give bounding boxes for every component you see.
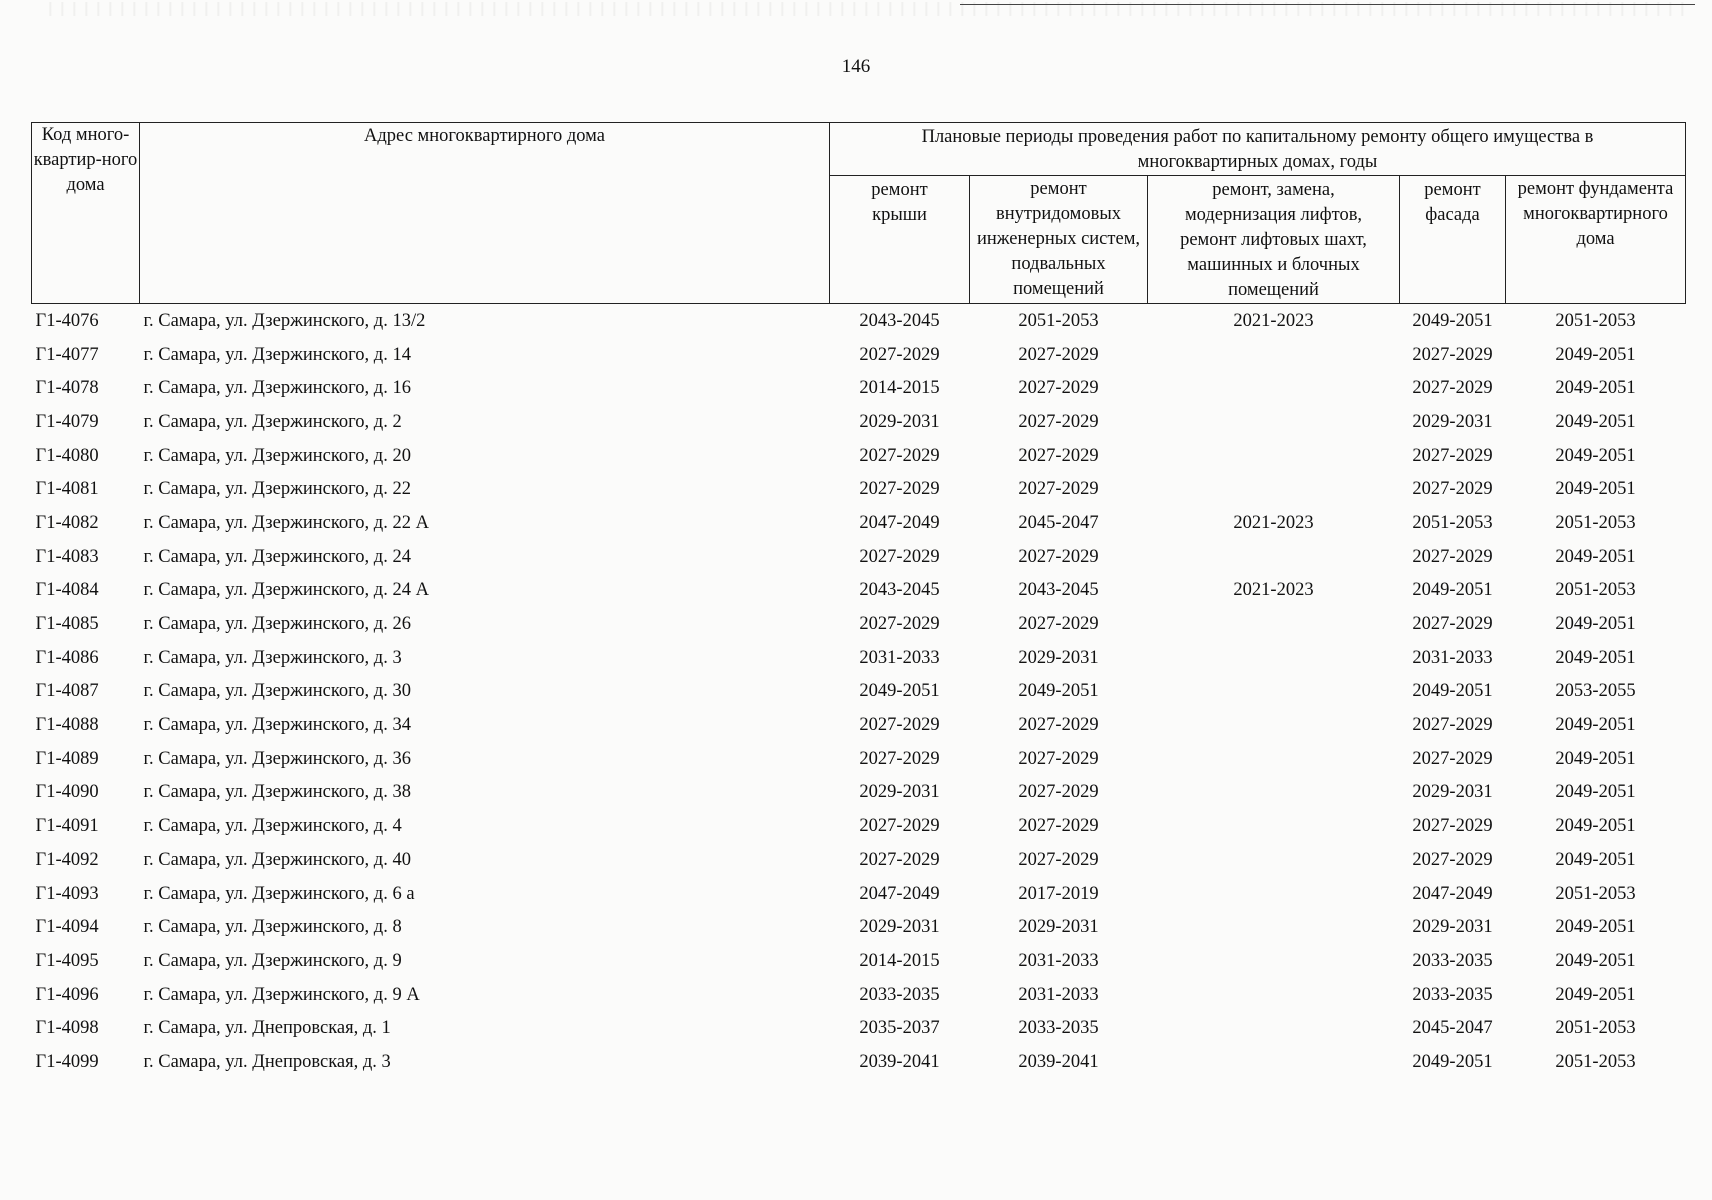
cell-elevators — [1148, 776, 1400, 810]
cell-elevators — [1148, 708, 1400, 742]
cell-facade: 2027-2029 — [1412, 715, 1493, 736]
cell-roof: 2014-2015 — [859, 950, 940, 971]
cell-code: Г1-4090 — [35, 782, 99, 803]
cell-elevators — [1148, 843, 1400, 877]
cell-address: г. Самара, ул. Дзержинского, д. 9 — [143, 950, 402, 971]
table-row — [32, 809, 1686, 843]
repair-schedule-table — [31, 122, 1686, 1079]
table-row — [32, 405, 1686, 439]
cell-elevators — [1148, 439, 1400, 473]
cell-foundation: 2051-2053 — [1555, 1051, 1636, 1072]
cell-engineering: 2033-2035 — [1018, 1018, 1099, 1039]
table-row — [32, 978, 1686, 1012]
cell-engineering: 2051-2053 — [1018, 310, 1099, 331]
cell-facade: 2027-2029 — [1412, 748, 1493, 769]
cell-roof: 2047-2049 — [859, 512, 940, 533]
cell-foundation: 2051-2053 — [1555, 580, 1636, 601]
cell-engineering: 2029-2031 — [1018, 917, 1099, 938]
cell-facade: 2049-2051 — [1412, 1051, 1493, 1072]
cell-code: Г1-4093 — [35, 883, 99, 904]
cell-facade: 2049-2051 — [1412, 681, 1493, 702]
table-row — [32, 1011, 1686, 1045]
cell-address: г. Самара, ул. Дзержинского, д. 26 — [143, 614, 411, 635]
cell-foundation: 2049-2051 — [1555, 782, 1636, 803]
cell-engineering: 2027-2029 — [1018, 546, 1099, 567]
cell-foundation: 2049-2051 — [1555, 748, 1636, 769]
cell-facade: 2049-2051 — [1412, 310, 1493, 331]
cell-code: Г1-4076 — [35, 310, 99, 331]
cell-address: г. Самара, ул. Дзержинского, д. 3 — [143, 647, 402, 668]
table-row — [32, 742, 1686, 776]
cell-elevators — [1148, 472, 1400, 506]
cell-engineering: 2045-2047 — [1018, 512, 1099, 533]
cell-facade: 2027-2029 — [1412, 816, 1493, 837]
cell-elevators — [1148, 540, 1400, 574]
cell-code: Г1-4091 — [35, 816, 99, 837]
cell-code: Г1-4087 — [35, 681, 99, 702]
cell-engineering: 2027-2029 — [1018, 782, 1099, 803]
cell-code: Г1-4098 — [35, 1018, 99, 1039]
table-row — [32, 843, 1686, 877]
cell-address: г. Самара, ул. Дзержинского, д. 38 — [143, 782, 411, 803]
cell-roof: 2027-2029 — [859, 849, 940, 870]
cell-elevators — [1148, 405, 1400, 439]
cell-elevators: 2021-2023 — [1233, 310, 1314, 331]
cell-foundation: 2049-2051 — [1555, 344, 1636, 365]
cell-foundation: 2049-2051 — [1555, 950, 1636, 971]
cell-engineering: 2027-2029 — [1018, 411, 1099, 432]
cell-foundation: 2049-2051 — [1555, 647, 1636, 668]
cell-code: Г1-4099 — [35, 1051, 99, 1072]
cell-roof: 2027-2029 — [859, 715, 940, 736]
cell-foundation: 2049-2051 — [1555, 479, 1636, 500]
cell-facade: 2027-2029 — [1412, 614, 1493, 635]
cell-foundation: 2049-2051 — [1555, 546, 1636, 567]
cell-roof: 2039-2041 — [859, 1051, 940, 1072]
table-row — [32, 472, 1686, 506]
cell-roof: 2029-2031 — [859, 917, 940, 938]
table-row — [32, 641, 1686, 675]
cell-engineering: 2027-2029 — [1018, 816, 1099, 837]
cell-elevators — [1148, 371, 1400, 405]
header-address: Адрес многоквартирного дома — [140, 123, 830, 304]
cell-roof: 2027-2029 — [859, 546, 940, 567]
cell-foundation: 2051-2053 — [1555, 310, 1636, 331]
cell-address: г. Самара, ул. Дзержинского, д. 13/2 — [143, 310, 426, 331]
cell-address: г. Самара, ул. Дзержинского, д. 36 — [143, 748, 411, 769]
cell-roof: 2027-2029 — [859, 344, 940, 365]
table-row — [32, 708, 1686, 742]
cell-facade: 2049-2051 — [1412, 580, 1493, 601]
cell-address: г. Самара, ул. Дзержинского, д. 20 — [143, 445, 411, 466]
cell-elevators — [1148, 877, 1400, 911]
cell-engineering: 2027-2029 — [1018, 378, 1099, 399]
cell-address: г. Самара, ул. Дзержинского, д. 6 а — [143, 883, 415, 904]
cell-address: г. Самара, ул. Дзержинского, д. 30 — [143, 681, 411, 702]
table-row — [32, 506, 1686, 540]
cell-code: Г1-4077 — [35, 344, 99, 365]
cell-roof: 2029-2031 — [859, 782, 940, 803]
cell-elevators — [1148, 742, 1400, 776]
cell-address: г. Самара, ул. Дзержинского, д. 16 — [143, 378, 411, 399]
cell-code: Г1-4083 — [35, 546, 99, 567]
cell-elevators — [1148, 1011, 1400, 1045]
table-row — [32, 338, 1686, 372]
cell-facade: 2027-2029 — [1412, 546, 1493, 567]
cell-code: Г1-4088 — [35, 715, 99, 736]
cell-facade: 2033-2035 — [1412, 950, 1493, 971]
cell-address: г. Самара, ул. Дзержинского, д. 34 — [143, 715, 411, 736]
cell-address: г. Самара, ул. Дзержинского, д. 14 — [143, 344, 411, 365]
cell-address: г. Самара, ул. Дзержинского, д. 22 А — [143, 512, 429, 533]
cell-engineering: 2027-2029 — [1018, 479, 1099, 500]
cell-code: Г1-4085 — [35, 614, 99, 635]
cell-facade: 2029-2031 — [1412, 917, 1493, 938]
cell-roof: 2043-2045 — [859, 580, 940, 601]
cell-engineering: 2039-2041 — [1018, 1051, 1099, 1072]
cell-roof: 2035-2037 — [859, 1018, 940, 1039]
table-row — [32, 675, 1686, 709]
table-row — [32, 1045, 1686, 1079]
cell-code: Г1-4084 — [35, 580, 99, 601]
table-row — [32, 371, 1686, 405]
cell-address: г. Самара, ул. Днепровская, д. 3 — [143, 1051, 391, 1072]
cell-engineering: 2031-2033 — [1018, 984, 1099, 1005]
cell-facade: 2029-2031 — [1412, 411, 1493, 432]
cell-foundation: 2049-2051 — [1555, 614, 1636, 635]
cell-code: Г1-4092 — [35, 849, 99, 870]
cell-roof: 2029-2031 — [859, 411, 940, 432]
table-row — [32, 776, 1686, 810]
cell-address: г. Самара, ул. Дзержинского, д. 40 — [143, 849, 411, 870]
table-row — [32, 574, 1686, 608]
cell-elevators — [1148, 978, 1400, 1012]
table-row — [32, 304, 1686, 338]
cell-address: г. Самара, ул. Дзержинского, д. 9 А — [143, 984, 420, 1005]
page-number: 146 — [841, 56, 871, 77]
cell-roof: 2027-2029 — [859, 748, 940, 769]
cell-roof: 2014-2015 — [859, 378, 940, 399]
cell-code: Г1-4080 — [35, 445, 99, 466]
cell-address: г. Самара, ул. Дзержинского, д. 4 — [143, 816, 402, 837]
cell-roof: 2049-2051 — [859, 681, 940, 702]
cell-facade: 2027-2029 — [1412, 378, 1493, 399]
table-row — [32, 944, 1686, 978]
cell-foundation: 2051-2053 — [1555, 512, 1636, 533]
cell-facade: 2047-2049 — [1412, 883, 1493, 904]
cell-roof: 2027-2029 — [859, 479, 940, 500]
cell-facade: 2027-2029 — [1412, 849, 1493, 870]
cell-foundation: 2049-2051 — [1555, 411, 1636, 432]
table-row — [32, 877, 1686, 911]
cell-roof: 2031-2033 — [859, 647, 940, 668]
cell-elevators — [1148, 1045, 1400, 1079]
cell-address: г. Самара, ул. Дзержинского, д. 24 А — [143, 580, 429, 601]
header-elevators: ремонт, замена, модернизация лифтов, ремонт лифтовых шахт, машинных и блочных помещений — [1148, 176, 1400, 304]
cell-engineering: 2017-2019 — [1018, 883, 1099, 904]
cell-elevators — [1148, 607, 1400, 641]
table-body — [32, 304, 1686, 1079]
cell-code: Г1-4096 — [35, 984, 99, 1005]
cell-foundation: 2053-2055 — [1555, 681, 1636, 702]
table-row — [32, 540, 1686, 574]
cell-code: Г1-4095 — [35, 950, 99, 971]
top-rule — [960, 4, 1695, 5]
cell-foundation: 2049-2051 — [1555, 816, 1636, 837]
header-facade: ремонт фасада — [1400, 176, 1506, 304]
cell-facade: 2033-2035 — [1412, 984, 1493, 1005]
header-periods-group: Плановые периоды проведения работ по капитальному ремонту общего имущества в многоквартирных домах, годы — [830, 123, 1686, 176]
cell-code: Г1-4082 — [35, 512, 99, 533]
header-code: Код много-квартир-ного дома — [32, 123, 140, 304]
cell-engineering: 2027-2029 — [1018, 344, 1099, 365]
cell-engineering: 2027-2029 — [1018, 849, 1099, 870]
cell-roof: 2043-2045 — [859, 310, 940, 331]
cell-engineering: 2027-2029 — [1018, 614, 1099, 635]
cell-elevators — [1148, 338, 1400, 372]
cell-address: г. Самара, ул. Дзержинского, д. 22 — [143, 479, 411, 500]
cell-engineering: 2043-2045 — [1018, 580, 1099, 601]
cell-address: г. Самара, ул. Дзержинского, д. 8 — [143, 917, 402, 938]
table-row — [32, 439, 1686, 473]
cell-code: Г1-4089 — [35, 748, 99, 769]
cell-foundation: 2049-2051 — [1555, 984, 1636, 1005]
cell-roof: 2033-2035 — [859, 984, 940, 1005]
table-row — [32, 607, 1686, 641]
header-foundation: ремонт фундамента многоквартирного дома — [1506, 176, 1686, 304]
cell-roof: 2027-2029 — [859, 445, 940, 466]
cell-code: Г1-4078 — [35, 378, 99, 399]
cell-address: г. Самара, ул. Днепровская, д. 1 — [143, 1018, 391, 1039]
cell-facade: 2045-2047 — [1412, 1018, 1493, 1039]
cell-foundation: 2049-2051 — [1555, 917, 1636, 938]
cell-code: Г1-4094 — [35, 917, 99, 938]
cell-engineering: 2027-2029 — [1018, 445, 1099, 466]
cell-elevators — [1148, 910, 1400, 944]
cell-elevators — [1148, 675, 1400, 709]
cell-facade: 2031-2033 — [1412, 647, 1493, 668]
cell-facade: 2029-2031 — [1412, 782, 1493, 803]
table-row — [32, 910, 1686, 944]
cell-roof: 2027-2029 — [859, 816, 940, 837]
cell-facade: 2027-2029 — [1412, 344, 1493, 365]
cell-elevators — [1148, 809, 1400, 843]
cell-engineering: 2029-2031 — [1018, 647, 1099, 668]
cell-roof: 2047-2049 — [859, 883, 940, 904]
cell-engineering: 2049-2051 — [1018, 681, 1099, 702]
cell-foundation: 2051-2053 — [1555, 883, 1636, 904]
cell-elevators — [1148, 641, 1400, 675]
cell-facade: 2027-2029 — [1412, 479, 1493, 500]
cell-elevators — [1148, 944, 1400, 978]
cell-facade: 2051-2053 — [1412, 512, 1493, 533]
cell-code: Г1-4081 — [35, 479, 99, 500]
cell-code: Г1-4086 — [35, 647, 99, 668]
cell-foundation: 2051-2053 — [1555, 1018, 1636, 1039]
cell-elevators: 2021-2023 — [1233, 580, 1314, 601]
cell-code: Г1-4079 — [35, 411, 99, 432]
cell-engineering: 2031-2033 — [1018, 950, 1099, 971]
cell-engineering: 2027-2029 — [1018, 715, 1099, 736]
cell-elevators: 2021-2023 — [1233, 512, 1314, 533]
cell-foundation: 2049-2051 — [1555, 715, 1636, 736]
cell-roof: 2027-2029 — [859, 614, 940, 635]
cell-foundation: 2049-2051 — [1555, 378, 1636, 399]
cell-foundation: 2049-2051 — [1555, 445, 1636, 466]
cell-address: г. Самара, ул. Дзержинского, д. 2 — [143, 411, 402, 432]
header-roof: ремонт крыши — [830, 176, 970, 304]
cell-foundation: 2049-2051 — [1555, 849, 1636, 870]
cell-address: г. Самара, ул. Дзержинского, д. 24 — [143, 546, 411, 567]
cell-engineering: 2027-2029 — [1018, 748, 1099, 769]
header-engineering: ремонт внутридомовых инженерных систем, подвальных помещений — [970, 176, 1148, 304]
cell-facade: 2027-2029 — [1412, 445, 1493, 466]
